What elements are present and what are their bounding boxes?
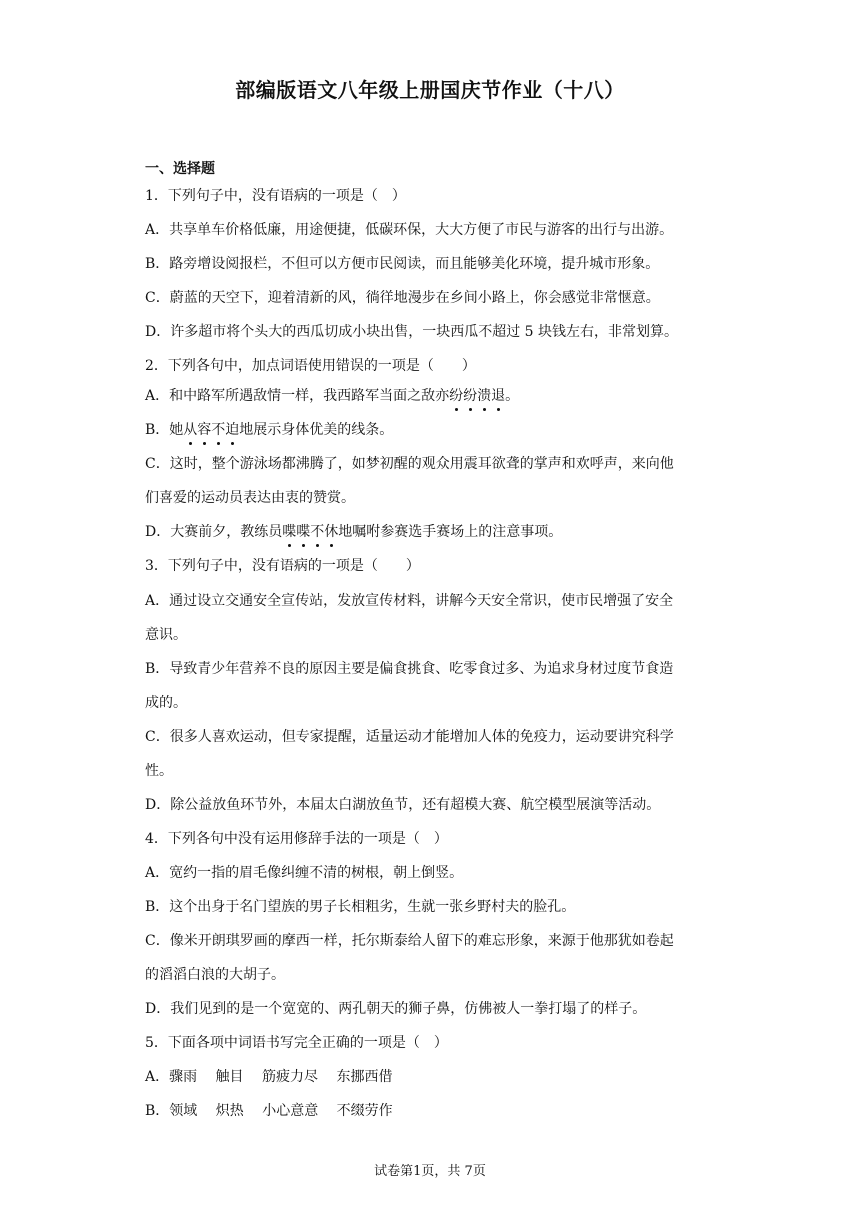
dotted-char: 纷 [449, 388, 464, 404]
dotted-char: 不 [211, 422, 226, 438]
q2-stem: 2．下列各句中，加点词语使用错误的一项是（ ） [145, 358, 476, 374]
q5-option-a: A．骤雨 触目 筋疲力尽 东挪西借 [145, 1069, 393, 1085]
q4-option-d: D．我们见到的是一个宽宽的、两孔朝天的狮子鼻，仿佛被人一拳打塌了的样子。 [145, 1001, 647, 1017]
q4-option-c-line2: 的滔滔白浪的大胡子。 [145, 967, 285, 983]
q5-stem: 5．下面各项中词语书写完全正确的一项是（ ） [145, 1035, 448, 1051]
q2a-pre: A．和中路军所遇敌情一样，我西路军当面之敌亦 [145, 388, 450, 404]
dotted-char: 纷 [463, 388, 478, 404]
q3-stem: 3．下列句子中，没有语病的一项是（ ） [145, 558, 420, 574]
dotted-char: 不 [310, 524, 325, 540]
q1-option-c: C．蔚蓝的天空下，迎着清新的风，徜徉地漫步在乡间小路上，你会感觉非常惬意。 [145, 290, 660, 306]
section-heading: 一、选择题 [145, 161, 215, 177]
q3-option-d: D．除公益放鱼环节外，本届太白湖放鱼节，还有超模大赛、航空模型展演等活动。 [145, 797, 661, 813]
dotted-char: 容 [197, 422, 212, 438]
dotted-char: 退 [491, 388, 506, 404]
page-title: 部编版语文八年级上册国庆节作业（十八） [235, 78, 625, 102]
q1-option-d: D．许多超市将个头大的西瓜切成小块出售，一块西瓜不超过 5 块钱左右，非常划算。 [145, 324, 679, 340]
q3-option-c-line2: 性。 [145, 763, 173, 779]
q4-option-b: B．这个出身于名门望族的男子长相粗劣，生就一张乡野村夫的脸孔。 [145, 899, 576, 915]
q2a-post: 。 [505, 388, 520, 404]
q1-option-b: B．路旁增设阅报栏，不但可以方便市民阅读，而且能够美化环境，提升城市形象。 [145, 256, 660, 272]
q1-stem: 1．下列句子中，没有语病的一项是（ ） [145, 188, 406, 204]
q3-option-b-line2: 成的。 [145, 695, 187, 711]
q4-stem: 4．下列各句中没有运用修辞手法的一项是（ ） [145, 831, 448, 847]
dotted-char: 溃 [477, 388, 492, 404]
dotted-char: 喋 [296, 524, 311, 540]
q2-option-c-line2: 们喜爱的运动员表达由衷的赞赏。 [145, 490, 355, 506]
q2b-post: 地展示身体优美的线条。 [239, 422, 394, 438]
q1-option-a: A．共享单车价格低廉，用途便捷，低碳环保，大大方便了市民与游客的出行与出游。 [145, 222, 674, 238]
q2-option-d [145, 522, 562, 542]
q4-option-c-line1: C．像米开朗琪罗画的摩西一样，托尔斯泰给人留下的难忘形象，来源于他那犹如卷起 [145, 933, 674, 949]
page-footer: 试卷第1页，共 7页 [374, 1164, 486, 1179]
q2d-pre: D．大赛前夕，教练员 [145, 524, 283, 540]
q2-option-a [145, 386, 519, 406]
dotted-char: 从 [183, 422, 198, 438]
q5-option-b: B．领域 炽热 小心意意 不缀劳作 [145, 1103, 393, 1119]
q2b-pre: B．她 [145, 422, 184, 438]
q4-option-a: A．宽约一指的眉毛像纠缠不清的树根，朝上倒竖。 [145, 865, 464, 881]
q2-option-c-line1: C．这时，整个游泳场都沸腾了，如梦初醒的观众用震耳欲聋的掌声和欢呼声，来向他 [145, 456, 674, 472]
q3-option-a-line1: A．通过设立交通安全宣传站，发放宣传材料，讲解今天安全常识，使市民增强了安全 [145, 593, 674, 609]
dotted-char: 喋 [282, 524, 297, 540]
q2d-post: 地嘱咐参赛选手赛场上的注意事项。 [338, 524, 563, 540]
q2-option-b [145, 420, 393, 440]
dotted-char: 休 [324, 524, 339, 540]
q3-option-b-line1: B．导致青少年营养不良的原因主要是偏食挑食、吃零食过多、为追求身材过度节食造 [145, 661, 674, 677]
q3-option-a-line2: 意识。 [145, 627, 187, 643]
dotted-char: 迫 [225, 422, 240, 438]
q3-option-c-line1: C．很多人喜欢运动，但专家提醒，适量运动才能增加人体的免疫力，运动要讲究科学 [145, 729, 674, 745]
